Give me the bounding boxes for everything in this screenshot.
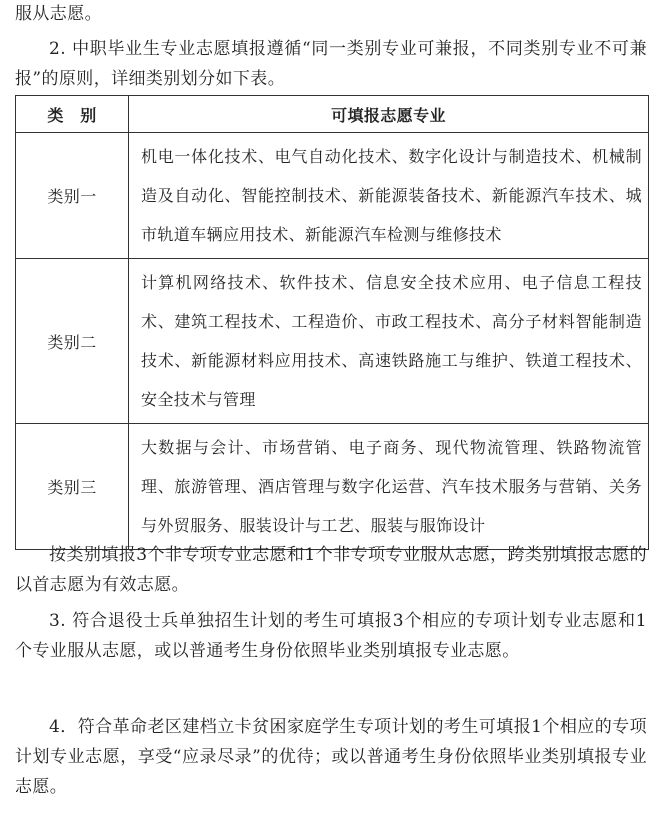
majors-cell: 计算机网络技术、软件技术、信息安全技术应用、电子信息工程技术、建筑工程技术、工程造价、市政工程技术、高分子材料智能制造技术、新能源材料应用技术、高速铁路施工与维护、铁道工程技术、安全技术与管理 [129, 259, 649, 424]
paragraph-continuation: 服从志愿。 [15, 4, 102, 24]
header-majors: 可填报志愿专业 [129, 96, 649, 133]
category-cell: 类别二 [16, 259, 129, 424]
category-table [15, 95, 649, 550]
header-category: 类 别 [16, 96, 129, 133]
majors-cell: 大数据与会计、市场营销、电子商务、现代物流管理、铁路物流管理、旅游管理、酒店管理与数字化运营、汽车技术服务与营销、关务与外贸服务、服装设计与工艺、服装与服饰设计 [129, 424, 649, 550]
table-row [16, 424, 649, 550]
table-row [16, 133, 649, 259]
table-header-row [16, 96, 649, 133]
majors-cell: 机电一体化技术、电气自动化技术、数字化设计与制造技术、机械制造及自动化、智能控制技术、新能源装备技术、新能源汽车技术、城市轨道车辆应用技术、新能源汽车检测与维修技术 [129, 133, 649, 259]
paragraph-item-4: 4．符合革命老区建档立卡贫困家庭学生专项计划的考生可填报1个相应的专项计划专业志愿，享受“应录尽录”的优待；或以普通考生身份依照毕业类别填报专业志愿。 [15, 717, 647, 797]
category-cell: 类别一 [16, 133, 129, 259]
table-row [16, 259, 649, 424]
category-cell: 类别三 [16, 424, 129, 550]
paragraph-category-rule: 按类别填报3个非专项专业志愿和1个非专项专业服从志愿，跨类别填报志愿的以首志愿为有效志愿。 [15, 545, 647, 595]
paragraph-item-3: 3. 符合退役士兵单独招生计划的考生可填报3个相应的专项计划专业志愿和1个专业服从志愿，或以普通考生身份依照毕业类别填报专业志愿。 [15, 611, 647, 661]
paragraph-item-2: 2. 中职毕业生专业志愿填报遵循“同一类别专业可兼报，不同类别专业不可兼报”的原则，详细类别划分如下表。 [15, 39, 647, 89]
